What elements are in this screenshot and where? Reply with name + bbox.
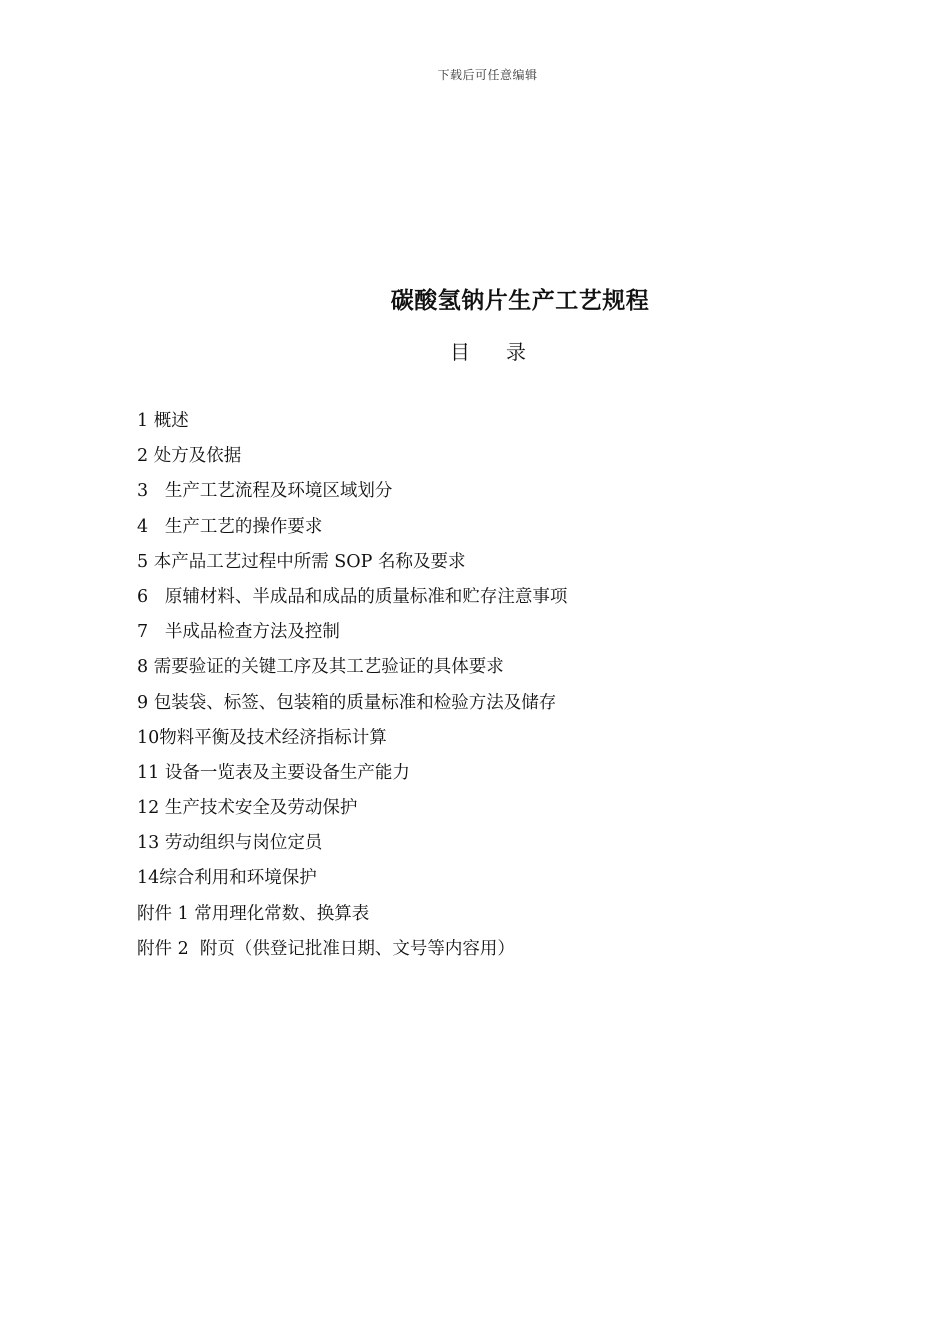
toc-item: [137, 826, 567, 861]
toc-item: [137, 545, 567, 580]
toc-item-text: 包装袋、标签、包装箱的质量标准和检验方法及储存: [153, 692, 557, 713]
toc-heading-char-2: 录: [506, 340, 526, 364]
toc-item-text: 半成品检查方法及控制: [164, 622, 340, 643]
header-note: 下载后可任意编辑: [437, 68, 538, 82]
toc-item: [137, 932, 567, 967]
toc-item: [137, 580, 567, 615]
toc-item-number: 7: [137, 622, 149, 643]
toc-item-text: 需要验证的关键工序及其工艺验证的具体要求: [153, 657, 504, 678]
document-title: 碳酸氢钠片生产工艺规程: [390, 288, 650, 314]
toc-item: [137, 861, 567, 896]
toc-item: [137, 897, 567, 932]
toc-item-text: 综合利用和环境保护: [159, 868, 317, 889]
toc-item-text: 原辅材料、半成品和成品的质量标准和贮存注意事项: [164, 586, 568, 607]
toc-item-text: 处方及依据: [153, 446, 242, 467]
toc-item-text: 概述: [153, 411, 189, 431]
toc-item-number: 1: [137, 411, 149, 431]
toc-item-number: 6: [137, 586, 149, 607]
toc-item: [137, 404, 567, 439]
toc-item: [137, 474, 567, 509]
toc-item-number: 5: [137, 551, 149, 572]
toc-item-number: 14: [137, 868, 160, 889]
toc-item-number: 12: [137, 798, 160, 819]
toc-item: [137, 756, 567, 791]
toc-item-number: 3: [137, 481, 149, 502]
toc-item-text: 本产品工艺过程中所需 SOP 名称及要求: [153, 551, 466, 572]
toc-item-text: 设备一览表及主要设备生产能力: [164, 762, 410, 783]
toc-item: [137, 791, 567, 826]
toc-item-text: 生产工艺流程及环境区域划分: [164, 481, 393, 502]
toc-item-spacer: [189, 932, 200, 967]
toc-item-text: 常用理化常数、换算表: [194, 903, 370, 924]
toc-item-spacer: [148, 474, 165, 509]
toc-item-text: 物料平衡及技术经济指标计算: [159, 727, 387, 748]
toc-item-number: 附件 2: [137, 938, 189, 959]
toc-item: [137, 650, 567, 685]
toc-item-spacer: [148, 615, 165, 650]
toc-item: [137, 615, 567, 650]
toc-item-spacer: [148, 580, 165, 615]
toc-item-number: 4: [137, 516, 149, 537]
toc-heading-char-1: 目: [450, 340, 470, 364]
toc-item: [137, 439, 567, 474]
toc-item-number: 9: [137, 692, 149, 713]
toc-heading: [0, 336, 950, 365]
toc-item-spacer: [148, 510, 165, 545]
toc-item-number: 10: [137, 727, 160, 748]
toc-item: [137, 510, 567, 545]
toc-item: [137, 686, 567, 721]
toc-item-number: 附件 1: [137, 903, 189, 924]
toc-item-text: 劳动组织与岗位定员: [164, 833, 323, 854]
toc-item-number: 8: [137, 657, 149, 678]
toc-item-text: 附页（供登记批准日期、文号等内容用）: [199, 938, 515, 959]
toc-list: [137, 404, 567, 967]
toc-item: [137, 721, 567, 756]
toc-item-number: 13: [137, 833, 160, 854]
toc-item-text: 生产技术安全及劳动保护: [164, 798, 358, 819]
toc-item-number: 2: [137, 446, 149, 467]
toc-item-text: 生产工艺的操作要求: [164, 516, 323, 537]
toc-item-number: 11: [137, 762, 160, 783]
